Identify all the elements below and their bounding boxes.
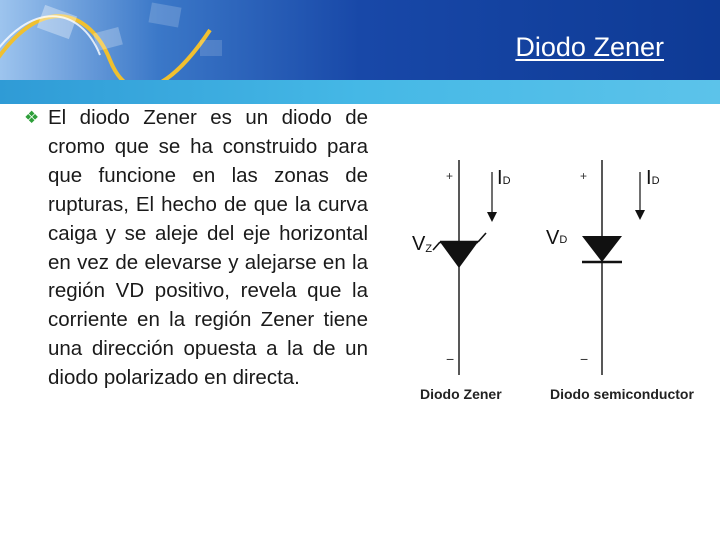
semiconductor-minus-label: − bbox=[580, 351, 589, 367]
diode-diagram bbox=[400, 150, 700, 410]
zener-voltage-label: VZ bbox=[412, 233, 433, 255]
semiconductor-triangle bbox=[582, 236, 622, 262]
zener-caption: Diodo Zener bbox=[420, 386, 502, 402]
semiconductor-current-label: ID bbox=[646, 167, 660, 189]
zener-minus-label: − bbox=[446, 351, 455, 367]
semiconductor-diode-symbol bbox=[546, 160, 694, 402]
zener-diode-symbol bbox=[412, 160, 511, 402]
zener-current-label: ID bbox=[497, 167, 511, 189]
diamond-bullet-icon: ❖ bbox=[24, 108, 40, 127]
zener-triangle bbox=[440, 242, 478, 268]
semiconductor-plus-label: + bbox=[580, 169, 588, 183]
page-title: Diodo Zener bbox=[515, 32, 664, 62]
header-accent-strip bbox=[0, 80, 720, 104]
decorative-swirl-icon bbox=[0, 0, 300, 80]
semiconductor-voltage-label: VD bbox=[546, 227, 568, 249]
zener-plus-label: + bbox=[446, 169, 454, 183]
header-banner bbox=[0, 0, 720, 80]
body-paragraph: El diodo Zener es un diodo de cromo que se ha construido para que funcione en las zonas de rupturas, El hecho de que la curva caiga y se aleje del eje horizontal en vez de elevarse y alejarse en la región VD positivo, revela que la corriente en la región Zener tiene una dirección opuesta a la de un diodo polarizado en directa. bbox=[48, 106, 368, 390]
semiconductor-caption: Diodo semiconductor bbox=[550, 386, 694, 402]
